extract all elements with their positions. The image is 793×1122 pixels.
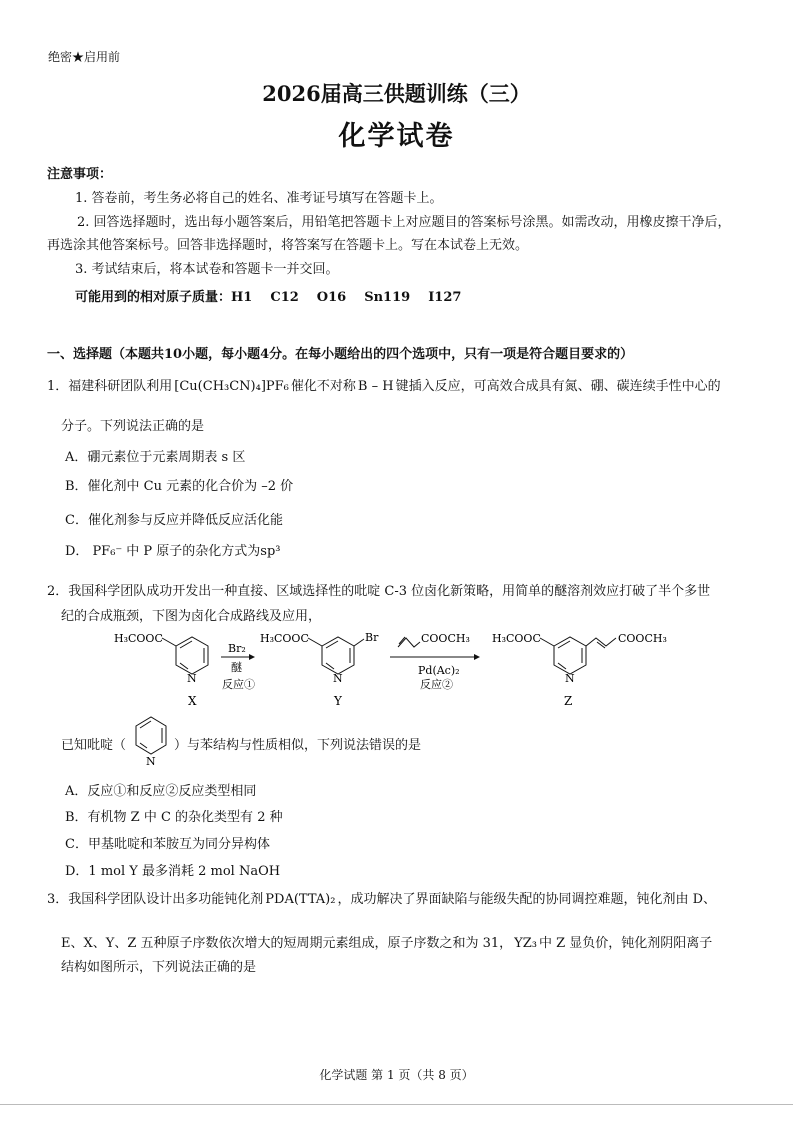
q3-line2-suffix: 中 Z 显负价，钝化剂阴阳离子 [539,936,713,951]
label-x: X [188,694,197,708]
z-ester-group: H₃COOC [492,632,541,645]
question-3-stem [47,888,716,907]
question-1-stem [47,375,721,394]
label-z: Z [564,694,573,708]
q1-option-a: A．硼元素位于元素周期表 s 区 [65,450,246,465]
subject-title: 化学试卷 [338,121,455,152]
q1-bond-formula: B – H [357,379,394,394]
secret-label: 绝密★启用前 [48,50,121,64]
q3-agent-formula: PDA(TTA)₂ [265,892,336,907]
pyridine-double-bond-3 [140,743,147,748]
mass-h: H1 [231,290,253,305]
q3-suffix: ，成功解决了界面缺陷与能级失配的协同调控难题，钝化剂由 D、 [337,892,717,907]
q1-option-d-prefix: D． [65,544,89,559]
reaction-arrow-2 [390,632,480,691]
pyridine-structure [128,712,174,768]
q3-prefix: 3．我国科学团队设计出多功能钝化剂 [47,892,264,907]
z-double-bond-1 [558,641,570,648]
reaction-1-label: 反应① [222,678,255,691]
arrow-1-head [249,654,255,660]
question-3-stem-line2 [61,932,712,951]
notice-item-2b: 再选涂其他答案标号。回答非选择题时，将答案写在答题卡上。写在本试卷上无效。 [47,238,529,253]
arrow-2-head [474,654,480,660]
q1-option-d-ion: PF₆⁻ [92,544,123,559]
q2-option-b: B．有机物 Z 中 C 的杂化类型有 2 种 [65,810,283,825]
q2-option-a: A．反应①和反应②反应类型相同 [65,784,257,799]
question-3-stem-line3: 结构如图所示，下列说法正确的是 [61,960,257,975]
z-vinyl-double-bond [597,642,605,648]
mass-i: I127 [428,290,462,305]
q1-middle: 催化不对称 [290,379,356,394]
q1-option-d-hybrid: sp³ [260,544,281,559]
z-ester-tail: COOCH₃ [618,632,667,645]
exam-title: 2026届高三供题训练（三） [262,81,531,106]
footer-divider [0,1104,793,1105]
question-2-stem: 2．我国科学团队成功开发出一种直接、区域选择性的吡啶 C-3 位卤化新策略，用简单的醚溶剂效应打破了半个多世 [47,584,711,599]
q1-catalyst-formula: [Cu(CH₃CN)₄]PF₆ [174,379,289,394]
x-ester-bond [162,638,176,646]
x-double-bond-1 [180,641,192,648]
question-1-stem-line2: 分子。下列说法正确的是 [61,419,205,434]
acrylate-ester: COOCH₃ [421,632,470,645]
y-double-bond-1 [326,641,338,648]
mass-c: C12 [270,290,299,305]
compound-x [114,632,208,708]
q1-option-d [65,540,281,559]
q3-yz3-formula: YZ₃ [514,936,537,951]
mass-sn: Sn119 [364,290,411,305]
reagent-br2: Br₂ [228,642,246,655]
notice-item-2a: 2. 回答选择题时，选出每小题答案后，用铅笔把答题卡上对应题目的答案标号涂黑。如需改动，用橡皮擦干净后， [77,215,731,230]
notice-item-1: 1. 答卷前，考生务必将自己的姓名、准考证号填写在答题卡上。 [75,191,443,206]
reaction-arrow-1 [221,642,255,691]
notice-item-3: 3. 考试结束后，将本试卷和答题卡一并交回。 [75,262,339,277]
q1-option-d-mid: 中 P 原子的杂化方式为 [126,544,261,559]
compound-z [492,632,667,708]
z-pyridine-ring [554,637,586,674]
q1-option-c: C．催化剂参与反应并降低反应活化能 [65,513,283,528]
y-br-bond [354,639,364,646]
z-ester-bond [540,638,554,646]
mass-o: O16 [316,290,347,305]
z-nitrogen: N [565,672,575,685]
q1-prefix: 1．福建科研团队利用 [47,379,173,394]
x-pyridine-ring [176,637,208,674]
atomic-masses-label: 可能用到的相对原子质量： [75,290,232,305]
x-nitrogen: N [187,672,197,685]
question-2-stem-line2: 纪的合成瓶颈，下图为卤化合成路线及应用， [61,609,322,624]
notice-heading: 注意事项： [47,167,113,182]
q2-option-c: C．甲基吡啶和苯胺互为同分异构体 [65,837,270,852]
reaction-scheme [100,625,720,710]
reagent-pd: Pd(Ac)₂ [418,664,460,677]
page-footer: 化学试题 第 1 页（共 8 页） [319,1068,474,1082]
acrylate-chain [398,638,420,647]
q3-line2-prefix: E、X、Y、Z 五种原子序数依次增大的短周期元素组成，原子序数之和为 31， [61,936,513,951]
y-nitrogen: N [333,672,343,685]
x-ester-group: H₃COOC [114,632,163,645]
compound-y [260,631,379,708]
pyridine-nitrogen: N [146,755,156,768]
q2-known-prefix: 已知吡啶（ [61,738,127,753]
atomic-masses [75,286,461,305]
y-bromine: Br [365,631,379,644]
q2-option-d: D．1 mol Y 最多消耗 2 mol NaOH [65,864,281,879]
y-pyridine-ring [322,637,354,674]
q2-known-suffix: ）与苯结构与性质相似，下列说法错误的是 [174,738,422,753]
q1-suffix: 键插入反应，可高效合成具有氮、硼、碳连续手性中心的 [395,379,721,394]
section-1-heading: 一、选择题（本题共10小题，每小题4分。在每小题给出的四个选项中，只有一项是符合题目要求的） [47,347,634,362]
q1-option-b: B．催化剂中 Cu 元素的化合价为 –2 价 [65,479,294,494]
reagent-ether: 醚 [231,661,242,674]
y-ester-bond [308,638,322,646]
y-ester-group: H₃COOC [260,632,309,645]
reaction-2-label: 反应② [420,678,453,691]
label-y: Y [334,694,342,708]
